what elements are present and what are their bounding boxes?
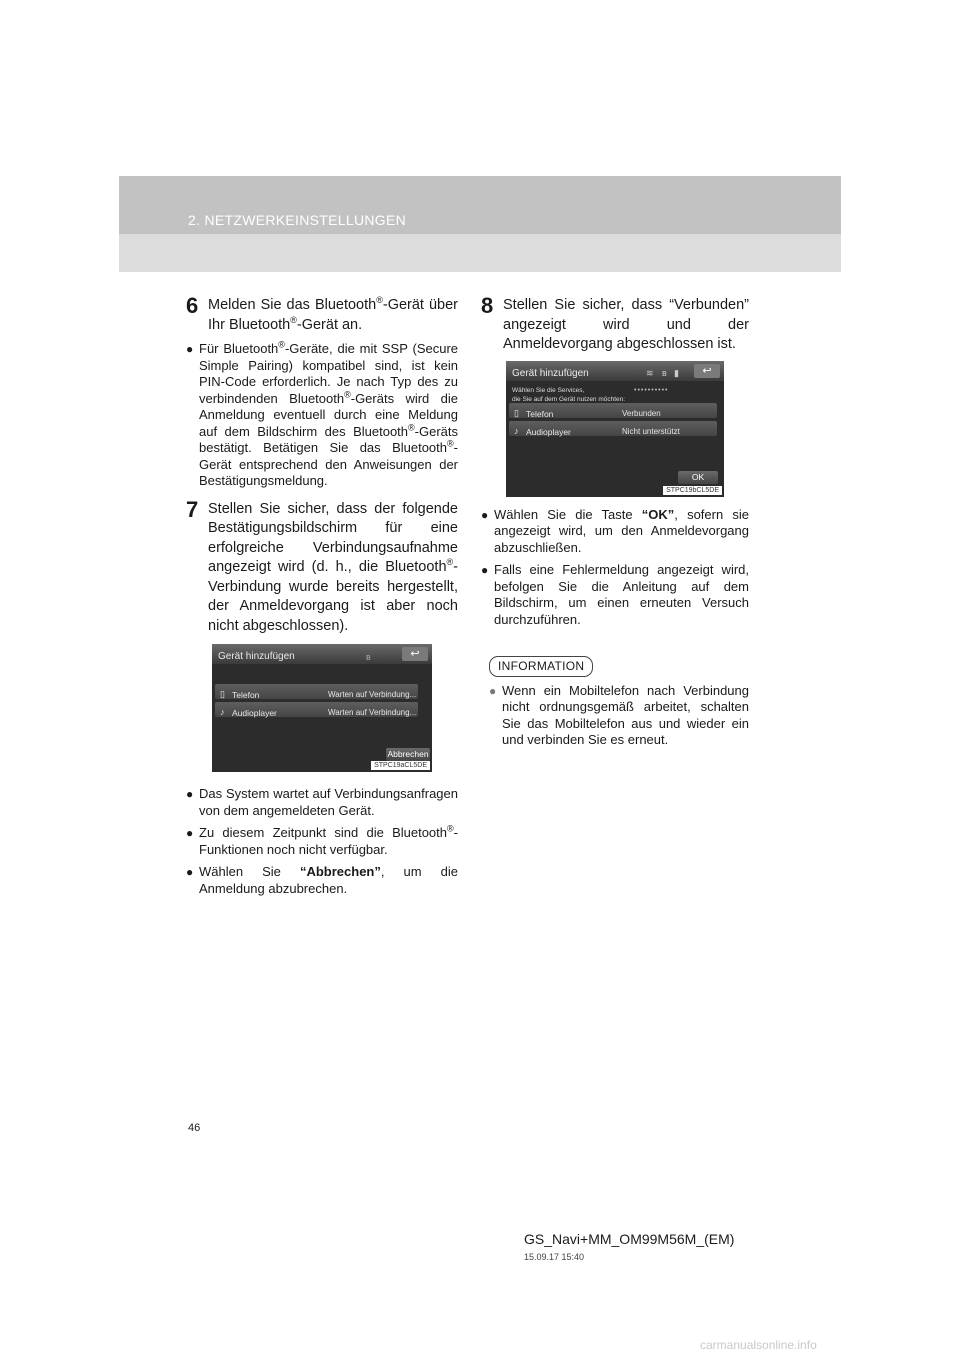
signal-icon: ▮ [674,367,679,378]
page-number: 46 [188,1122,201,1134]
figure-code: STPC19bCL5DE [663,486,722,495]
step-number: 8 [481,293,494,318]
bullet-text: Für Bluetooth®-Geräte, die mit SSP (Secure Simple Pairing) kompatibel sind, ist kein PIN-Code erforderlich. Je nach Typ des zu verbindenden Bluetooth®-Geräts wird die Anmeldung eventuell durch eine Meldung auf dem Bildschirm des Bluetooth®-Geräts bestätigt. Betätigen Sie das Bluetooth®-Gerät entsprechend den Anweisungen der Bestätigungsmeldung. [199,339,459,488]
bullet-text: Falls eine Fehlermeldung angezeigt wird, befolgen Sie die Anleitung auf dem Bildschirm, um einen erneuten Versuch durchzuführen. [494,562,749,627]
screen-row-phone[interactable]: ▯ Telefon Warten auf Verbindung... [215,684,418,699]
back-button[interactable]: ↩ [402,647,428,661]
screenshot-connected [506,361,724,497]
screen-title: Gerät hinzufügen [218,651,295,662]
left-column [186,293,459,903]
step-number: 6 [186,293,199,318]
bullet-item [186,786,458,819]
information-label: INFORMATION [489,656,593,677]
bullet-text: Wählen Sie “Abbrechen”, um die Anmeldung abzubrechen. [199,864,458,896]
ok-button[interactable]: OK [678,471,718,484]
wifi-icon: ≋ [646,367,654,378]
screen-row-audio[interactable]: ♪ Audioplayer Warten auf Verbindung... [215,702,418,717]
step-number: 7 [186,496,199,522]
step-7 [186,496,458,637]
screen-title: Gerät hinzufügen [512,367,589,379]
bullet-item [186,825,458,858]
bullet-item [186,341,458,490]
figure-code: STPC19aCL5DE [371,761,430,770]
phone-icon: ▯ [220,689,225,699]
bullet-item [186,864,458,897]
info-bullet [489,683,749,749]
bullet-icon: ● [481,507,489,522]
document-date: 15.09.17 15:40 [524,1252,585,1262]
cancel-button[interactable]: Abbrechen [387,749,429,759]
phone-icon: ▯ [514,407,519,418]
screen-row-audio[interactable]: ♪ Audioplayer Nicht unterstützt [509,421,717,436]
step-text: Stellen Sie sicher, dass der folgende Bestätigungsbildschirm für eine erfolgreiche Verbindungsaufnahme angezeigt wird (d. h., die Bluetooth®-Verbindung wurde bereits hergestellt, der Anmeldevorgang ist aber noch nicht abgeschlossen). [208,500,458,634]
right-column [481,293,750,755]
pin-dots: •••••••••• [634,386,669,394]
bullet-icon: ● [186,826,194,840]
bullet-text: Zu diesem Zeitpunkt sind die Bluetooth®-Funktionen noch nicht verfügbar. [199,823,458,857]
bullet-icon: ● [481,563,489,577]
screen-row-phone[interactable]: ▯ Telefon Verbunden [509,403,717,418]
step-text: Stellen Sie sicher, dass “Verbunden” angezeigt wird und der Anmeldevorgang abgeschlossen ist. [503,297,749,352]
bluetooth-icon: ʙ [662,367,667,378]
bullet-text: Wählen Sie die Taste “OK”, sofern sie angezeigt wird, um den Anmeldevorgang abzuschließen. [494,506,750,555]
screenshot-waiting [212,644,432,772]
step-8 [481,293,749,355]
music-note-icon: ♪ [514,425,519,436]
bullet-text: Das System wartet auf Verbindungsanfragen von dem angemeldeten Gerät. [199,786,458,818]
bullet-icon: ● [186,342,194,356]
screen-subtitle: Wählen Sie die Services, [512,386,585,394]
watermark: carmanualsonline.info [700,1338,817,1352]
music-note-icon: ♪ [220,707,225,717]
step-text: Melden Sie das Bluetooth®-Gerät über Ihr Bluetooth®-Gerät an. [208,295,458,333]
screen-subtitle: die Sie auf dem Gerät nutzen möchten: [512,395,626,403]
bluetooth-icon: ʙ [366,652,371,662]
bullet-icon: ● [186,787,194,801]
back-button[interactable]: ↩ [694,364,720,378]
section-title: 2. NETZWERKEINSTELLUNGEN [188,212,407,228]
bullet-icon: ● [186,865,194,879]
info-text: Wenn ein Mobiltelefon nach Verbindung nicht ordnungsgemäß arbeitet, schalten Sie das Mobiltelefon aus und wieder ein und verbinden Sie es erneut. [502,682,749,747]
bullet-icon: ● [489,683,497,698]
bullet-item [481,562,749,628]
document-id: GS_Navi+MM_OM99M56M_(EM) [524,1231,735,1247]
step-6 [186,293,458,335]
bullet-item [481,507,749,557]
